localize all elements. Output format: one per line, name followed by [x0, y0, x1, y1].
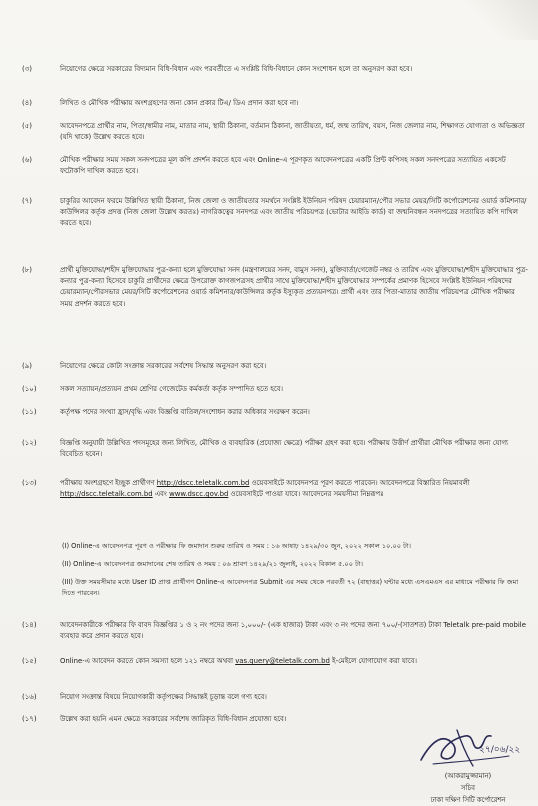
- sub-item-end-date: (II) Online-এ আবেদনপত্র জমাদানের শেষ তারিখ ও সময় : ০৬ শ্রাবণ ১৪২৯/২১ জুলাই, ২০২২ বিকাল ৫.০০ টা।: [62, 560, 363, 568]
- item-number: (১২): [22, 439, 37, 447]
- list-item-application-process: [14, 478, 529, 500]
- item-number: (১৬): [22, 693, 37, 701]
- item-number: (৭): [22, 197, 33, 205]
- sub-item-start-date: (I) Online-এ আবেদনপত্র পূরণ ও পরীক্ষার ফি জমাদান শুরুর তারিখ ও সময় : ১৬ আষাঢ় ১৪২৯/৩০ জুন, ২০২২ সকাল ১০.০০ টা।: [62, 542, 412, 550]
- handwritten-signature: [413, 722, 523, 770]
- signature-date: ২৭/০৬/২২: [479, 745, 521, 755]
- item-number: (৬): [22, 156, 33, 164]
- signatory-organization: ঢাকা দক্ষিণ সিটি কর্পোরেশন: [430, 796, 506, 804]
- item-number: (১৪): [22, 621, 37, 629]
- text-segment: এবং: [152, 490, 170, 499]
- item-text: মৌখিক পরীক্ষার সময় সকল সনদপত্রের মূল কপি প্রদর্শন করতে হবে এবং Online-এ পূরণকৃত আবেদনপত্রের একটি প্রিন্ট কপিসহ সকল সনদপত্রের সত্যায়িত একসেট ফটোকপি দাখিল করতে হবে।: [60, 156, 506, 176]
- item-text: আবেদনপত্রে প্রার্থীর নাম, পিতা/স্বামীর নাম, মাতার নাম, স্থায়ী ঠিকানা, বর্তমান ঠিকানা, জাতীয়তা, ধর্ম, জন্ম তারিখ, বয়স, নিজ জেলার নাম, শিক্ষাগত যোগ্যতা ও অভিজ্ঞতা (যদি থাকে) উল্লেখ করতে হবে।: [60, 122, 525, 142]
- list-item: [14, 121, 529, 143]
- text-segment: ই-মেইলে যোগাযোগ করা যাবে।: [329, 657, 417, 665]
- item-text: আবেদনকারীকে পরীক্ষার ফি বাবদ বিজ্ঞপ্তির ১ ও ২ নং পদের জন্য ১,০০০/- (এক হাজার) টাকা এবং ৩ নং পদের জন্য ৭০০/-(সাতশত) টাকা Teletalk pre-paid mobile ব্যবহার করে প্রদান করতে হবে।: [60, 621, 526, 641]
- item-number: (১৩): [22, 479, 37, 487]
- item-text: বিজ্ঞপ্তি অনুযায়ী উল্লিখিত পদসমূহের জন্য লিখিত, মৌখিক ও ব্যবহারিক (প্রযোজ্য ক্ষেত্রে) পরীক্ষা গ্রহণ করা হবে। পরীক্ষায় উত্তীর্ণ প্রার্থীরা মৌখিক পরীক্ষার জন্য যোগ্য বিবেচিত হবেন।: [60, 439, 509, 459]
- support-email-link[interactable]: vas.query@teletalk.com.bd: [235, 657, 330, 665]
- item-text: নিয়োগ সংক্রান্ত বিষয়ে নিয়োগকারী কর্তৃপক্ষের সিদ্ধান্তই চূড়ান্ত বলে গণ্য হবে।: [60, 693, 267, 701]
- text-segment: Online-এ আবেদন করতে কোন সমস্যা হলে ১২১ নম্বরে অথবা: [60, 657, 236, 665]
- list-item: [14, 155, 529, 177]
- list-item: [14, 384, 529, 395]
- teletalk-details-link[interactable]: http://dscc.teletalk.com.bd: [60, 490, 153, 499]
- item-number: (১১): [22, 408, 37, 416]
- list-item: [14, 361, 529, 372]
- list-item: [14, 438, 529, 460]
- list-item: [14, 265, 529, 310]
- item-number: (১০): [22, 385, 37, 393]
- list-item: [14, 407, 529, 418]
- item-text: নিয়োগের ক্ষেত্রে কোটা সংক্রান্ত সরকারের সর্বশেষ সিদ্ধান্ত অনুসরণ করা হবে।: [60, 362, 267, 370]
- list-item-fee: [14, 620, 529, 642]
- text-segment: ওয়েবসাইটে আবেদনপত্র পূরণ করতে পারবেন। আবেদনপত্রে বিস্তারিত নিয়মাবলী: [249, 479, 470, 487]
- signatory-name: (আকরামুজ্জামান): [444, 772, 492, 780]
- teletalk-link[interactable]: http://dscc.teletalk.com.bd: [156, 479, 250, 487]
- item-text: নিয়োগের ক্ষেত্রে সরকারের বিদ্যমান বিধি-বিধান এবং পরবর্তীতে এ সংশ্লিষ্ট বিধি-বিধানে কোন সংশোধন হলে তা অনুসরণ করা হবে।: [60, 65, 413, 73]
- sub-item-fee-deadline: (III) উক্ত সময়সীমার মধ্যে User ID প্রাপ্ত প্রার্থীগণ Online-এ আবেদনপত্র Submit এর সময় থেকে পরবর্তী ৭২ (বাহাত্তর) ঘন্টার মধ্যে এসএমএস এর মাধ্যমে পরীক্ষার ফি জমা দিতে পারবেন।: [62, 578, 519, 597]
- signatory-title: সচিব: [461, 784, 475, 792]
- item-number: (৩): [22, 65, 33, 73]
- list-item-support: [14, 656, 529, 667]
- item-number: (১৭): [22, 715, 37, 723]
- item-text: প্রার্থী মুক্তিযোদ্ধা/শহীদ মুক্তিযোদ্ধার পুত্র-কন্যা হলে মুক্তিযোদ্ধা সনদ (মন্ত্রণালয়ের সনদ, বামুস সনদ), মুক্তিবার্তা/গেজেট নম্বর ও তারিখ এবং মুক্তিযোদ্ধা/শহীদ মুক্তিযোদ্ধার পুত্র-কন্যার পুত্র-কন্যা হিসেবে চাকুরি প্রার্থীদের ক্ষেত্রে উপরোক্ত কাগজপত্রসহ প্রার্থীর সাথে মুক্তিযোদ্ধা/শহীদ মুক্তিযোদ্ধার সম্পর্কের প্রমাণক হিসেবে সংশ্লিষ্ট ইউনিয়ন পরিষদের চেয়ারম্যান/পৌরসভার মেয়র/সিটি কর্পোরেশনের ওয়ার্ড কমিশনার/কাউন্সিলর কর্তৃক ইস্যুকৃত প্রত্যয়নপত্র। প্রার্থী এবং তার পিতা-মাতার জাতীয় পরিচয়পত্র মৌখিক পরীক্ষার সময় প্রদর্শন করতে হবে।: [60, 266, 528, 308]
- item-text: উল্লেখ করা হয়নি এমন ক্ষেত্রে সরকারের সর্বশেষ জারিকৃত বিধি-বিধান প্রযোজ্য হবে।: [60, 715, 287, 723]
- text-segment: পরীক্ষায় অংশগ্রহণে ইচ্ছুক প্রার্থীগণ: [60, 479, 157, 487]
- item-number: (১৫): [22, 657, 37, 665]
- item-text: [60, 656, 529, 667]
- item-text: সকল সত্যায়ন/প্রত্যয়ন প্রথম শ্রেণির গেজেটেড কর্মকর্তা কর্তৃক সম্পাদিত হতে হবে।: [60, 385, 283, 393]
- text-segment: ওয়েবসাইটে পাওয়া যাবে। আবেদনের সময়সীমা নিম্নরূপঃ: [228, 490, 384, 499]
- list-item: [14, 64, 529, 75]
- item-text: লিখিত ও মৌখিক পরীক্ষায় অংশগ্রহণের জন্য কোন প্রকার টিএ/ ডিএ প্রদান করা হবে না।: [60, 99, 299, 107]
- signature-block: [408, 722, 528, 806]
- item-text: চাকুরির আবেদন ফরমে উল্লিখিত স্থায়ী ঠিকানা, নিজ জেলা ও জাতীয়তার সমর্থনে সংশ্লিষ্ট ইউনিয়ন পরিষদ চেয়ারম্যান/পৌর সভার মেয়র/সিটি কর্পোরেশনের ওয়ার্ড কমিশনার/কাউন্সিলর কর্তৃক প্রদত্ত (নিজ জেলা উল্লেখ করতঃ) নাগরিকত্বের সনদপত্র এবং জাতীয় পরিচয়পত্র (ভোটার আইডি কার্ড) বা জন্মনিবন্ধন সনদপত্রের সত্যায়িত কপি দাখিল করতে হবে।: [60, 197, 527, 228]
- item-number: (৫): [22, 122, 33, 130]
- list-item: [14, 98, 529, 109]
- item-number: (৪): [22, 99, 33, 107]
- item-number: (৯): [22, 362, 33, 370]
- item-number: (৮): [22, 266, 33, 274]
- item-text: কর্তৃপক্ষ পদের সংখ্যা হ্রাস/বৃদ্ধি এবং বিজ্ঞপ্তি বাতিল/সংশোধন করার অধিকার সংরক্ষণ করেন।: [60, 408, 310, 416]
- list-item: [14, 196, 529, 230]
- item-text: [60, 478, 529, 500]
- list-item: [14, 692, 529, 703]
- page-corner-shadow: [468, 0, 538, 40]
- dscc-website-link[interactable]: www.dscc.gov.bd: [169, 490, 229, 499]
